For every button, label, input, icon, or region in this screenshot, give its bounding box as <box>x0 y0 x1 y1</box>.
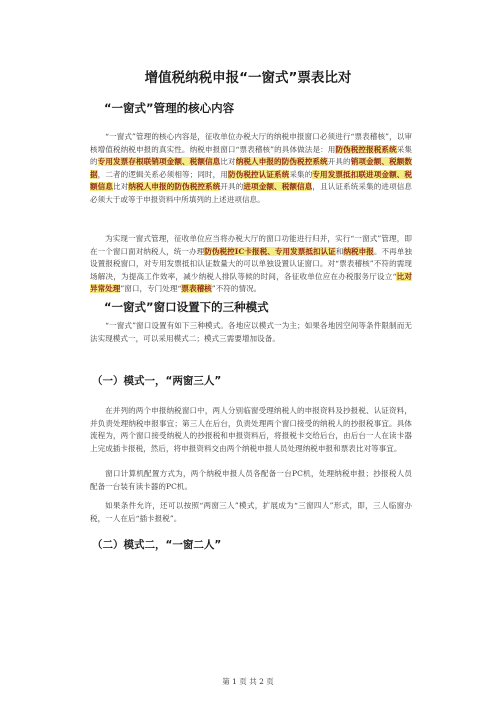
highlighted-term: 防伪税控IC卡报税、专用发票抵扣认证 <box>204 246 336 256</box>
document-title: 增值税纳税申报“一窗式”票表比对 <box>144 70 352 86</box>
section-heading-core: “一窗式”管理的核心内容 <box>104 101 235 115</box>
paragraph-mode-one-extend: 如果条件允许，还可以按照“两窗三人”模式，扩展成为“三窗四人”形式，即，三人临窗办税，一人在后“插卡报税”。 <box>90 501 412 523</box>
text-run: “一窗式”管理的核心内容是，征收单位办税大厅的纳税申报窗口必须进行“票表稽核”，以审核增值税纳税申报的真实性。纳税申报窗口“票表稽核”的具体做法是：用 <box>90 132 412 154</box>
text-run: 。不再单独设置报税窗口，对专用发票抵扣认证数量大的可以单独设置认证窗口。对“票表稽核”不符的需现场解决，为提高工作效率，减少纳税人排队等候的时间，各征收单位应在办税服务厅设立“ <box>90 246 412 281</box>
highlighted-term: 进项金额、税额信息 <box>243 182 313 192</box>
text-run: ”不符的情况。 <box>211 284 262 294</box>
highlighted-term: 纳税人申报的防伪税控系统 <box>235 157 328 167</box>
subheading-mode-one: （一）模式一，“两窗三人” <box>92 375 222 387</box>
highlighted-term: 防伪税控认证系统 <box>228 169 290 179</box>
highlighted-term: 销项金额、税额数据 <box>90 157 413 179</box>
highlighted-term: 专用发票存根联销项金额、税额信息 <box>97 157 221 167</box>
paragraph-mode-one-process: 在并列的两个申报纳税窗口中，两人分别临窗受理纳税人的申报资料及抄报税、认证资料，并负责处理纳税申报事宜；第三人在后台，负责处理两个窗口接受的纳税人的抄报税事宜。具体流程为，两个窗口接受纳税人的抄报税和申报资料后，将报税卡交给后台，由后台一人在读卡器上完成插卡报税，然后，将申报资料交由两个纳税申报人员处理纳税申报和票表比对等事宜。 <box>90 406 412 453</box>
subheading-mode-two: （二）模式二，“一窗二人” <box>92 539 222 551</box>
highlighted-term: 专用发票抵扣联进项金额、税额信息 <box>90 169 412 192</box>
highlighted-term: 纳税申报 <box>343 246 374 256</box>
paragraph-modes-intro: “一窗式”窗口设置有如下三种模式。各地应以模式一为主；如果各地因空间等条件限制而无法实现模式一，可以采用模式二；模式三需要增加设备。 <box>90 321 412 343</box>
paragraph-core-content <box>90 131 412 207</box>
text-run: ，二者的逻辑关系必须相等；同时，用 <box>97 169 229 179</box>
text-run: 比对 <box>220 157 236 167</box>
paragraph-window-merge <box>90 233 412 296</box>
text-run: ”窗口，专门处理“ <box>120 284 182 294</box>
text-run: 采集的 <box>90 144 412 167</box>
text-run: 开具的 <box>220 182 244 192</box>
text-run: 采集的 <box>289 169 313 179</box>
section-heading-modes: “一窗式”窗口设置下的三种模式 <box>104 300 269 314</box>
text-run: ，且认证系统采集的进项信息必须大于或等于申报资料中所填列的上述进项信息。 <box>90 182 413 204</box>
text-run: 开具的 <box>327 157 351 167</box>
text-run: 为实现一窗式管理，征收单位应当将办税大厅的窗口功能进行归并，实行“一窗式”管理，即在一个窗口面对纳税人，统一办理 <box>90 234 412 256</box>
text-run: 和 <box>335 246 344 256</box>
highlighted-term: 纳税人申报的防伪税控系统 <box>128 182 221 192</box>
page-footer: 第 1 页 共 2 页 <box>222 677 274 686</box>
paragraph-mode-one-pc: 窗口计算机配置方式为，两个纳税申报人员各配备一台PC机，处理纳税申报；抄报税人员配备一台装有读卡器的PC机。 <box>90 469 412 491</box>
highlighted-term: 票表稽核 <box>181 284 212 294</box>
text-run: 比对 <box>113 182 129 192</box>
highlighted-term: 防伪税控报税系统 <box>335 144 397 154</box>
highlighted-term: 比对异常处理 <box>90 271 413 294</box>
